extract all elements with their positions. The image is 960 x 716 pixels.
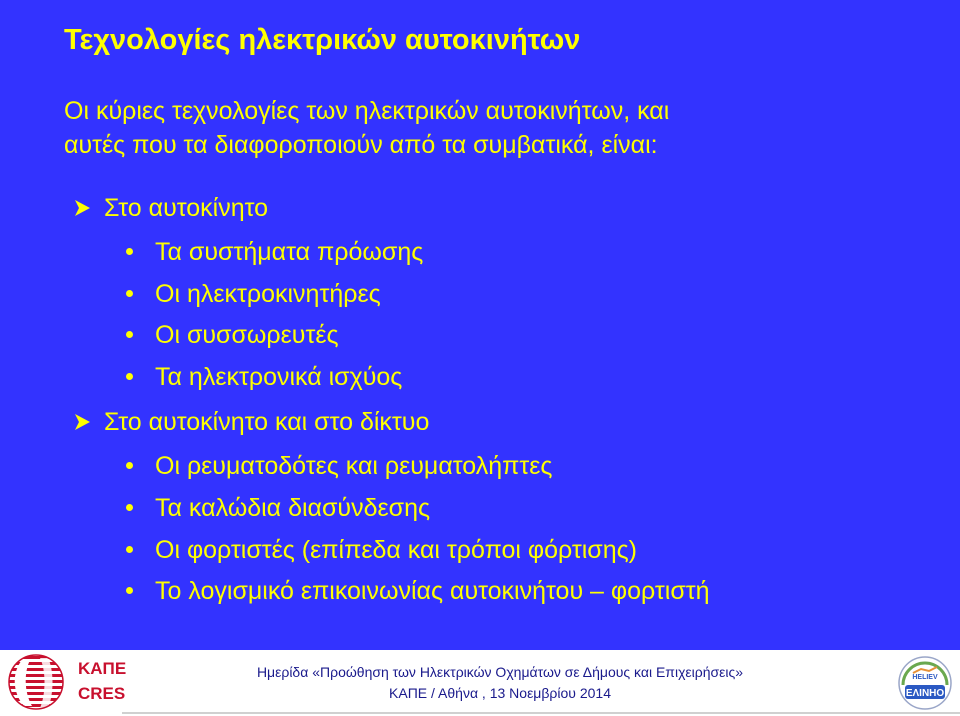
list-item-label: Τα συστήματα πρόωσης — [155, 238, 424, 266]
section-heading-vehicle — [72, 191, 268, 225]
bullet-dot-icon — [126, 248, 133, 255]
section-heading-label: Στο αυτοκίνητο και στο δίκτυο — [104, 408, 430, 436]
list-item-label: Το λογισμικό επικοινωνίας αυτοκινήτου – φορτιστή — [155, 577, 710, 605]
footer-divider — [122, 712, 960, 714]
intro-paragraph — [64, 94, 914, 162]
list-item-label: Οι συσσωρευτές — [155, 321, 339, 349]
right-logo-main-text: ΕΛΙΝΗΟ — [905, 688, 945, 699]
list-item — [126, 318, 339, 352]
list-item — [126, 360, 402, 394]
heliev-logo-icon — [895, 655, 955, 711]
list-item-label: Οι φορτιστές (επίπεδα και τρόποι φόρτισης) — [155, 536, 637, 564]
footer-bar — [0, 650, 960, 716]
bullet-dot-icon — [126, 504, 133, 511]
arrowhead-bullet-icon — [72, 412, 92, 432]
right-logo-top-text: HELIEV — [912, 674, 938, 681]
bullet-dot-icon — [126, 587, 133, 594]
arrowhead-bullet-icon — [72, 198, 92, 218]
bullet-dot-icon — [126, 331, 133, 338]
list-item-label: Οι ρευματοδότες και ρευματολήπτες — [155, 452, 553, 480]
bullet-dot-icon — [126, 546, 133, 553]
intro-line-1: Οι κύριες τεχνολογίες των ηλεκτρικών αυτοκινήτων, και — [64, 97, 670, 125]
list-item-label: Τα ηλεκτρονικά ισχύος — [155, 363, 403, 391]
bullet-dot-icon — [126, 462, 133, 469]
logo-label-kape: ΚΑΠΕ — [78, 659, 127, 678]
list-item — [126, 533, 637, 567]
section-heading-label: Στο αυτοκίνητο — [104, 194, 269, 222]
list-item-label: Τα καλώδια διασύνδεσης — [155, 494, 431, 522]
footer-event-title: Ημερίδα «Προώθηση των Ηλεκτρικών Οχημάτων σε Δήμους και Επιχειρήσεις» — [256, 664, 744, 680]
list-item-label: Οι ηλεκτροκινητήρες — [155, 280, 381, 308]
list-item — [126, 235, 423, 269]
list-item — [126, 449, 552, 483]
list-item — [126, 277, 381, 311]
list-item — [126, 491, 430, 525]
bullet-dot-icon — [126, 373, 133, 380]
section-heading-vehicle-and-grid — [72, 405, 429, 439]
logo-label-cres: CRES — [78, 684, 126, 703]
slide-title: Τεχνολογίες ηλεκτρικών αυτοκινήτων — [64, 24, 581, 56]
bullet-dot-icon — [126, 290, 133, 297]
intro-line-2: αυτές που τα διαφοροποιούν από τα συμβατικά, είναι: — [64, 131, 658, 159]
list-item — [126, 574, 710, 608]
footer-place-date: ΚΑΠΕ / Αθήνα , 13 Νοεμβρίου 2014 — [389, 685, 611, 701]
